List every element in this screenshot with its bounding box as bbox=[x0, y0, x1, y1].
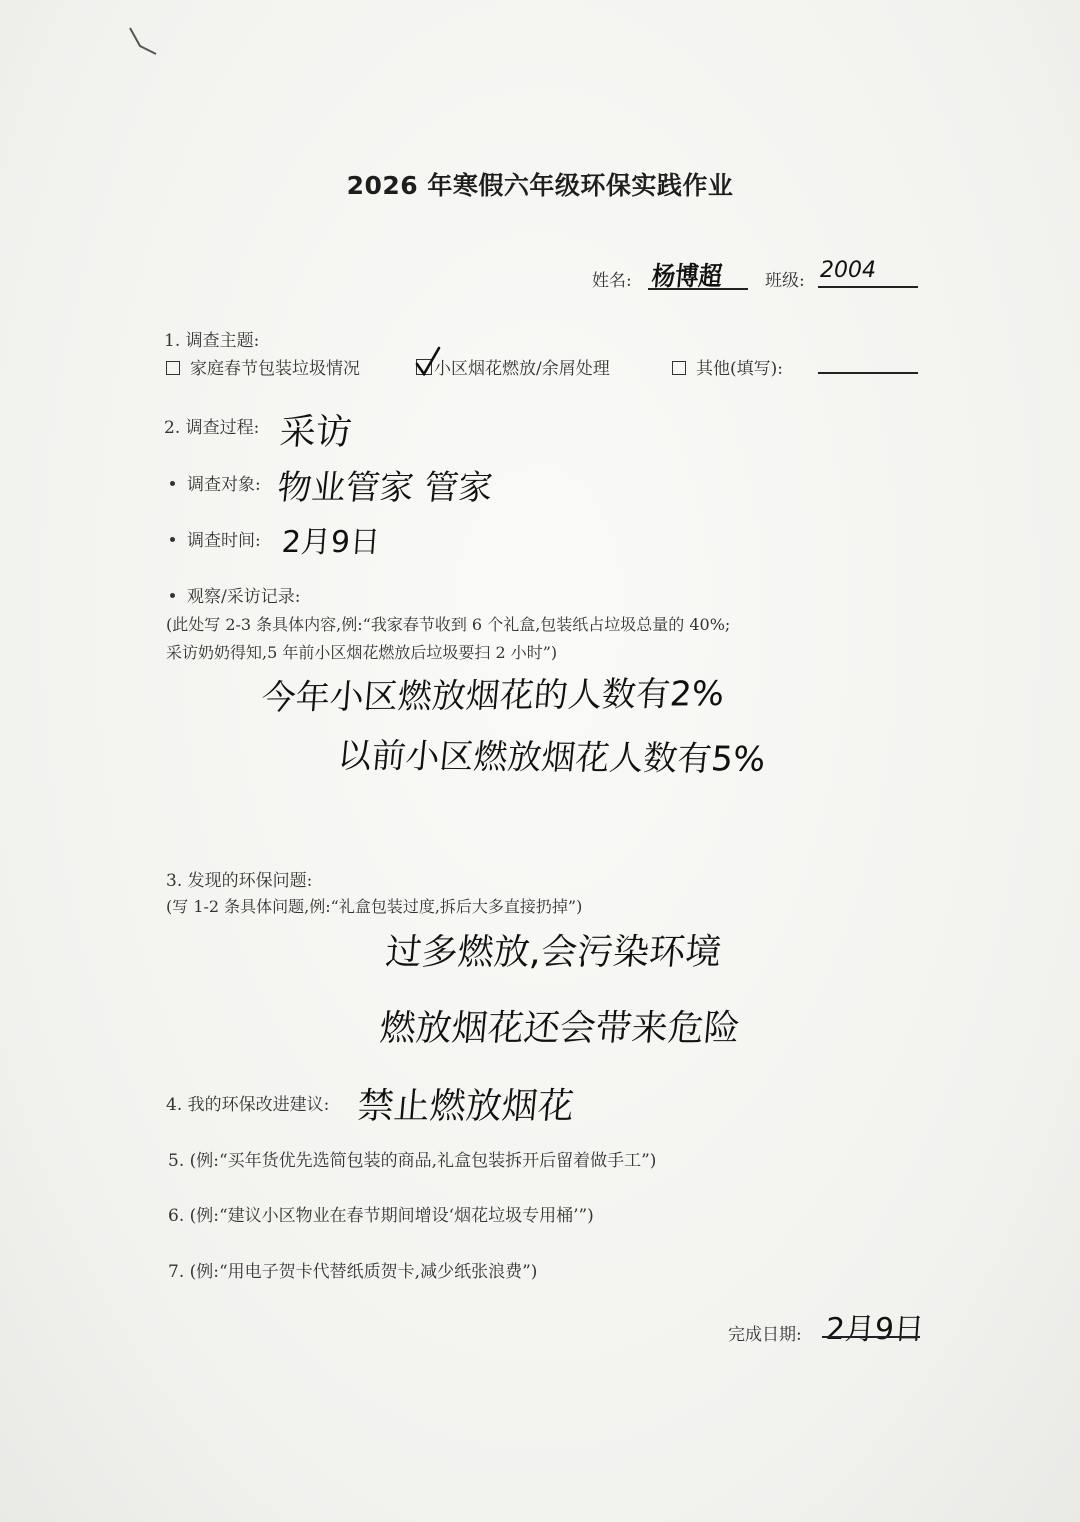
time-row: 调查时间: bbox=[170, 526, 261, 551]
section4-heading: 4. 我的环保改进建议: bbox=[166, 1095, 330, 1115]
option-other[interactable]: 其他(填写): bbox=[672, 354, 783, 379]
option-family-packaging[interactable]: 家庭春节包装垃圾情况 bbox=[166, 354, 360, 379]
record-answer-2: 以前小区燃放烟花人数有5% bbox=[335, 736, 768, 780]
option-fireworks[interactable]: 小区烟花燃放/余屑处理 bbox=[416, 354, 610, 379]
class-underline bbox=[818, 286, 918, 288]
problem-answer-1: 过多燃放,会污染环境 bbox=[383, 932, 723, 973]
date-underline bbox=[822, 1336, 920, 1338]
checked-checkbox-icon bbox=[416, 359, 432, 375]
problem-answer-2: 燃放烟花还会带来危险 bbox=[377, 1008, 742, 1049]
date-value: 2月9日 bbox=[824, 1312, 926, 1347]
section3-hint: (写 1-2 条具体问题,例:“礼盒包装过度,拆后大多直接扔掉”) bbox=[166, 897, 583, 916]
section1-heading: 1. 调查主题: bbox=[164, 331, 260, 351]
record-answer-1: 今年小区燃放烟花的人数有2% bbox=[260, 673, 726, 718]
record-hint-line1: (此处写 2-3 条具体内容,例:“我家春节收到 6 个礼盒,包装纸占垃圾总量的 40%; bbox=[166, 615, 731, 634]
bullet-icon bbox=[170, 537, 175, 542]
date-label: 完成日期: bbox=[728, 1325, 802, 1345]
record-row: 观察/采访记录: bbox=[170, 582, 300, 607]
worksheet-title: 2026 年寒假六年级环保实践作业 bbox=[346, 171, 734, 200]
bullet-icon bbox=[170, 593, 175, 598]
suggestion-answer: 禁止燃放烟花 bbox=[355, 1086, 576, 1127]
process-value: 采访 bbox=[278, 412, 354, 453]
class-label: 班级: bbox=[765, 271, 805, 291]
other-fill-line bbox=[818, 372, 918, 374]
name-value: 杨博超 bbox=[650, 262, 724, 292]
section3-heading: 3. 发现的环保问题: bbox=[166, 871, 313, 891]
bullet-icon bbox=[170, 481, 175, 486]
target-value: 物业管家 管家 bbox=[275, 468, 495, 508]
section2-heading: 2. 调查过程: bbox=[164, 418, 260, 438]
checkbox-icon bbox=[672, 361, 686, 375]
name-underline bbox=[648, 288, 748, 290]
record-hint-line2: 采访奶奶得知,5 年前小区烟花燃放后垃圾要扫 2 小时”) bbox=[166, 643, 558, 662]
checkbox-icon bbox=[166, 361, 180, 375]
time-value: 2月9日 bbox=[280, 525, 382, 560]
class-value: 2004 bbox=[820, 258, 876, 283]
paper-mark bbox=[126, 24, 166, 64]
name-label: 姓名: bbox=[592, 271, 632, 291]
item-5: 5. (例:“买年货优先选简包装的商品,礼盒包装拆开后留着做手工”) bbox=[168, 1151, 657, 1171]
item-7: 7. (例:“用电子贺卡代替纸质贺卡,减少纸张浪费”) bbox=[168, 1262, 538, 1282]
target-row: 调查对象: bbox=[170, 470, 261, 495]
item-6: 6. (例:“建议小区物业在春节期间增设‘烟花垃圾专用桶’”) bbox=[168, 1206, 594, 1226]
